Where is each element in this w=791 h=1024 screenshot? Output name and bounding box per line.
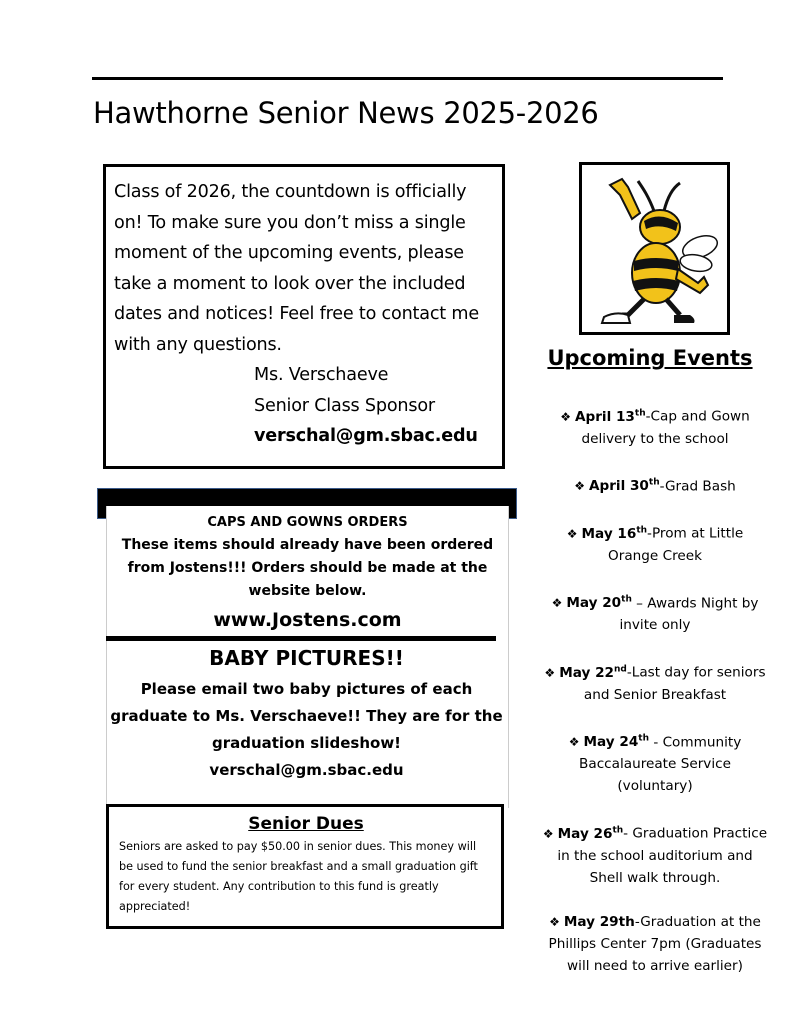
intro-box [103,164,505,469]
header-rule [92,77,723,80]
event-description: – Awards Night by invite only [619,595,759,634]
event-date-suffix: th [648,477,660,488]
event-item [540,519,770,567]
yellow-jacket-mascot-icon [582,165,727,332]
event-description: - Community Baccalaureate Service (voluntary) [579,734,742,795]
diamond-bullet-icon: ❖ [568,735,580,750]
intro-paragraph: Class of 2026, the countdown is officially on! To make sure you don’t miss a single moment of the upcoming events, please take a moment to look over the included dates and notices! Feel free to contact me with any questions. [114,182,479,355]
jostens-link[interactable]: www.Jostens.com [213,609,402,631]
event-item [540,658,770,706]
event-description: - Graduation Practice in the school auditorium and Shell walk through. [557,825,768,886]
caps-heading: CAPS AND GOWNS ORDERS [207,515,408,530]
baby-pictures-email[interactable]: verschal@gm.sbac.edu [209,761,404,779]
signer-name: Ms. Verschaeve [254,365,389,385]
page-title: Hawthorne Senior News 2025-2026 [93,96,599,130]
diamond-bullet-icon: ❖ [551,596,563,611]
mascot-frame [579,162,730,335]
event-date: May 20th [566,594,632,612]
event-date: May 16th [581,525,648,542]
signature-block [114,360,494,452]
senior-dues-box [106,804,504,929]
event-date-suffix: nd [613,664,627,675]
event-item [540,472,770,498]
event-description: -Prom at Little Orange Creek [608,525,744,564]
event-date: April 13th [574,408,646,425]
event-date-suffix: th [634,408,646,418]
signer-email[interactable]: verschal@gm.sbac.edu [254,426,478,446]
event-date: May 22nd [559,664,627,681]
caps-body: These items should already have been ordered from Jostens!!! Orders should be made at the website below. [121,537,494,599]
senior-dues-text: Seniors are asked to pay $50.00 in senior dues. This money will be used to fund the senior breakfast and a small graduation gift for every student. Any contribution to this fund is greatly appreciated! [119,840,478,913]
senior-dues-title: Senior Dues [248,814,364,834]
baby-pictures-title: BABY PICTURES!! [209,646,404,670]
event-date: May 24th [583,733,650,751]
event-date: May 29th [563,913,635,930]
signer-role: Senior Class Sponsor [254,395,435,416]
event-date-suffix: th [636,525,648,536]
diamond-bullet-icon: ❖ [544,665,556,680]
event-item [540,911,770,977]
event-item [540,819,770,889]
event-description: -Cap and Gown delivery to the school [581,408,750,447]
section-divider [106,636,496,641]
event-date: May 26th [557,825,624,842]
upcoming-events-title: Upcoming Events [547,346,753,370]
event-item [540,589,770,637]
event-date: April 30th [588,477,660,495]
event-date-suffix: th [638,733,650,744]
diamond-bullet-icon: ❖ [542,826,554,841]
event-item [540,402,770,450]
diamond-bullet-icon: ❖ [560,409,571,424]
event-date-suffix: th [621,594,632,605]
event-description: -Last day for seniors and Senior Breakfast [583,664,766,703]
event-description: -Grad Bash [659,478,736,495]
events-list [540,402,770,977]
event-item [540,728,770,798]
diamond-bullet-icon: ❖ [549,914,560,929]
diamond-bullet-icon: ❖ [574,479,585,494]
event-date-suffix: th [612,825,624,836]
event-description: -Graduation at the Phillips Center 7pm (Graduates will need to arrive earlier) [548,913,762,974]
baby-pictures-text: Please email two baby pictures of each graduate to Ms. Verschaeve!! They are for the graduation slideshow! [110,680,503,752]
diamond-bullet-icon: ❖ [566,526,578,541]
baby-pictures-body [106,676,507,784]
